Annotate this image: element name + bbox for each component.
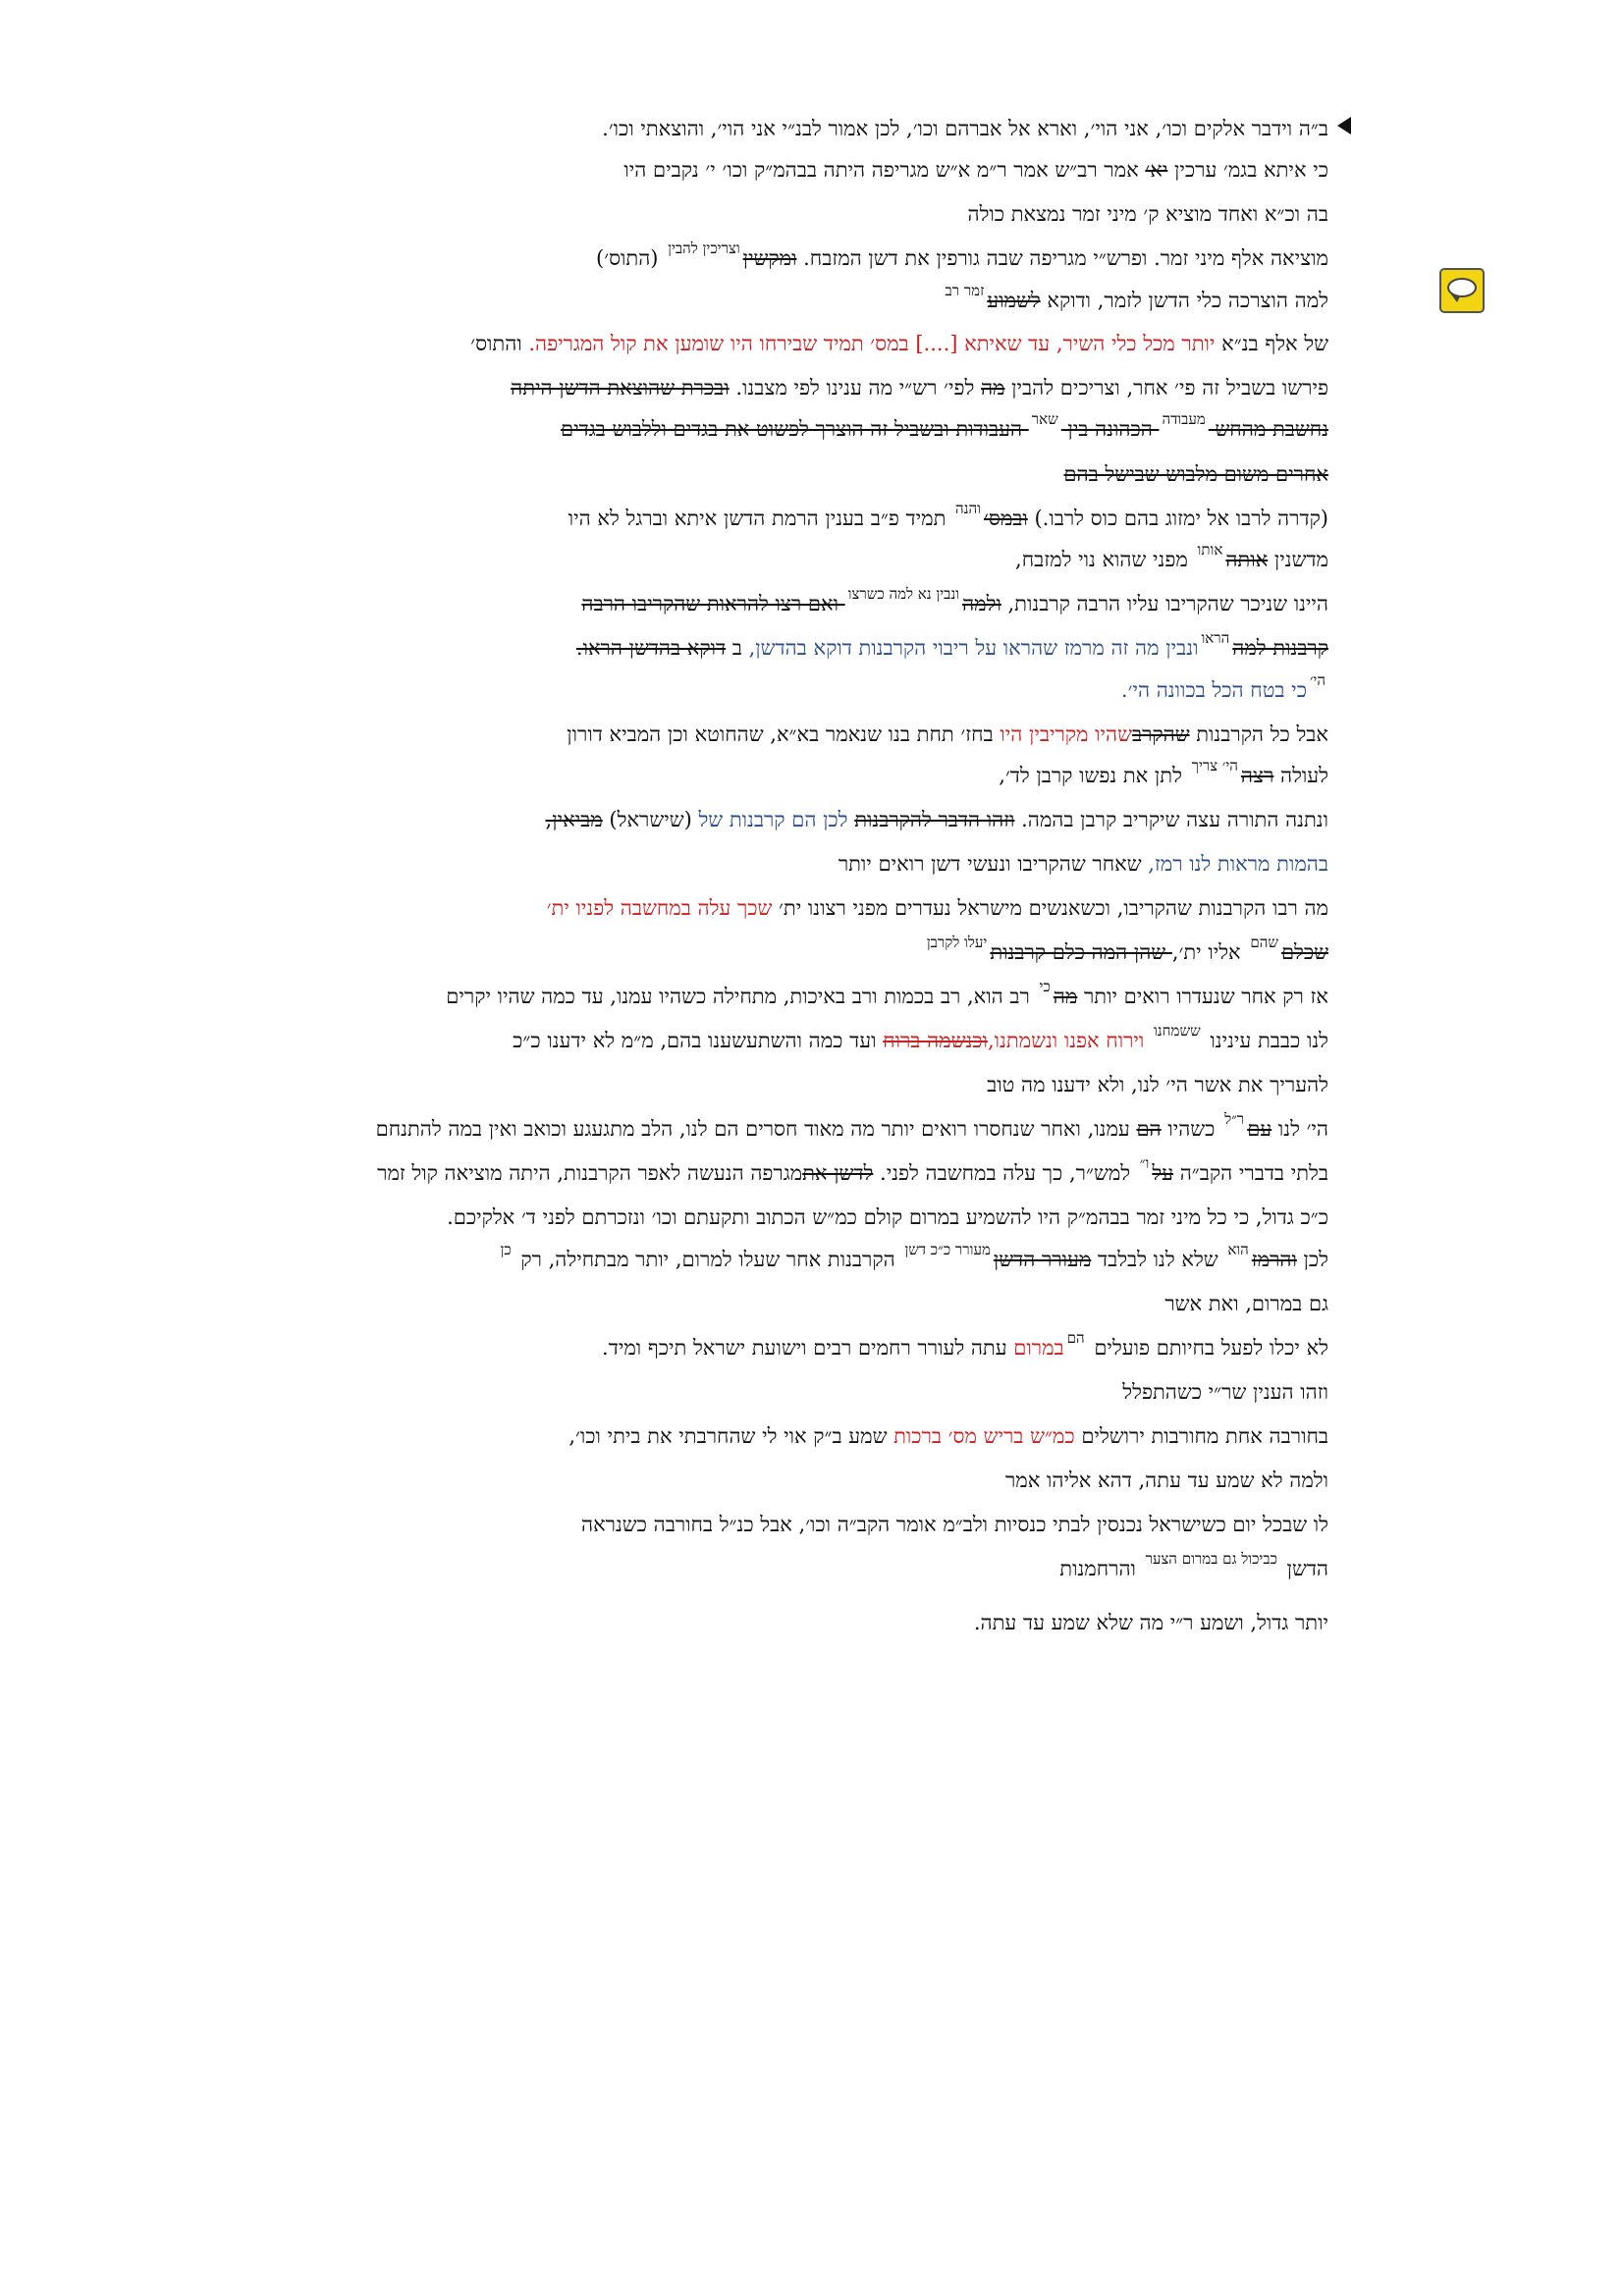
deleted-text: שהקרב [1131, 722, 1190, 746]
body-text: גם במרום, ואת אשר [1164, 1292, 1328, 1315]
inserted-text: ונבין נא למה כשרצו [847, 585, 960, 603]
text-line [839, 851, 1328, 877]
comment-text: ונבין מה זה מרמז שהראו על ריבוי הקרבנות דוקא בהדשן, [748, 636, 1199, 660]
text-line [999, 757, 1328, 790]
inserted-text: הי׳ [1309, 671, 1325, 689]
text-line [377, 1154, 1328, 1188]
highlight-text: יותר מכל כלי השיר, עד שאיתא [....] במס׳ תמיד שבירחו היו שומען את קול המגריפה. [528, 332, 1216, 355]
deleted-text: לשמוע [987, 289, 1041, 312]
body-text: הדשן [1279, 1557, 1328, 1580]
text-line [567, 721, 1328, 747]
deleted-text: מביאין, [545, 808, 603, 831]
highlight-text: וירוח אפנו ונשמתנו, [987, 1029, 1151, 1052]
inserted-text: כביכול גם במרום הצער [1145, 1550, 1277, 1568]
text-line [375, 1110, 1328, 1144]
deleted-text: ומקשין [742, 246, 797, 270]
text-line [924, 934, 1328, 967]
comment-text: לכן הם קרבנות של [698, 808, 855, 831]
deleted-text: מה [980, 376, 1005, 400]
deleted-text: שהן המה כלם קרבנות [990, 940, 1172, 964]
body-text: להעריך את אשר הי׳ לנו, ולא ידענו מה טוב [987, 1073, 1328, 1096]
body-text: בה וכ״א ואחד מוציא ק׳ מיני זמר נמצאת כולה [967, 202, 1328, 226]
highlight-text: במרום [1013, 1336, 1064, 1360]
deleted-text: אותה [1225, 548, 1269, 571]
inserted-text: הראו [1201, 629, 1230, 647]
inserted-text: הם [1066, 1329, 1085, 1347]
body-text: מה רבו הקרבנות שהקריבו, וכשאנשים מישראל נעדרים מפני רצונו ית׳ [772, 896, 1328, 920]
text-line [974, 1610, 1328, 1635]
body-text: כי איתא בגמ׳ ערכין [1167, 158, 1328, 182]
body-text: שאחר שהקריבו ונעשי דשן רואים יותר [838, 852, 1149, 876]
text-line [1005, 1468, 1328, 1493]
text-line [581, 585, 1328, 618]
text-line [568, 500, 1328, 533]
deleted-text: עם [1247, 1117, 1272, 1141]
body-text: רב הוא, רב בכמות ורב באיכות, מתחילה כשהיו עמנו, עד כמה שהיו יקרים [446, 985, 1037, 1008]
text-line [987, 1072, 1328, 1097]
text-line [511, 375, 1328, 400]
inserted-text: שהם [1250, 934, 1278, 951]
deleted-text: ובמס׳ [984, 507, 1028, 530]
body-text: שלא לנו לבלבד [1091, 1248, 1225, 1271]
body-text: לאפר הקרבנות, היתה מוציאה קול זמר [377, 1161, 681, 1185]
triangle-bullet-icon [1337, 117, 1351, 134]
text-line [602, 1329, 1328, 1362]
deleted-text: מעורר הדשן [993, 1248, 1092, 1271]
inserted-text: יעלו לקרבן [926, 934, 988, 951]
body-text: מגרפה הנעשה [680, 1161, 803, 1185]
body-text: לפי׳ רש״י מה ענינו לפי מצבנו. [729, 376, 981, 400]
body-text: לא יכלו לפעל בחיותם פועלים [1087, 1336, 1328, 1360]
body-text: כשהיו [1161, 1117, 1222, 1141]
body-text: ב״ה וידבר אלקים וכו׳, אני הוי׳, וארא אל אברהם וכו׳, לכן אמור לבנ״י אני הוי׳, והוצאתי וכו׳. [602, 117, 1328, 140]
text-line [446, 978, 1328, 1011]
text-line [1059, 1550, 1328, 1583]
inserted-text: זמר רב [945, 282, 985, 299]
body-text: מפני שהוא נוי למזבח, [1015, 548, 1195, 571]
body-text: (שישראל) [602, 808, 699, 831]
deleted-text: העבודות ובשביל זה הוצרך לפשוט את בגדים וללבוש בגדים [561, 417, 1029, 441]
text-line [1122, 1379, 1328, 1405]
text-line [1120, 671, 1328, 705]
inserted-text: כי [1039, 978, 1051, 995]
inserted-text: מעורר כ״כ דשן [904, 1241, 991, 1258]
deleted-text: הם [1136, 1117, 1162, 1141]
inserted-text: ו״ [1139, 1154, 1150, 1172]
body-text: אמר רב״ש אמר ר״מ א״ש מגריפה היתה בבהמ״ק וכו׳ י׳ נקבים היו [623, 158, 1146, 182]
comment-text: כי בטח הכל בכוונה [1150, 678, 1307, 702]
body-text: לעולה [1273, 764, 1328, 787]
inserted-text: הוא [1227, 1241, 1249, 1258]
body-text: ועד כמה [801, 1029, 884, 1052]
body-text: מדשנין [1268, 548, 1328, 571]
deleted-text: לדשן את [802, 1161, 874, 1185]
deleted-text: ובכרת שהוצאת הדשן היתה [511, 376, 730, 400]
body-text: למש״ר, כך עלה במחשבה לפני. [873, 1161, 1137, 1185]
body-text: אבל כל הקרבנות [1189, 722, 1328, 746]
deleted-text: וכנשמה ברוח [883, 1029, 988, 1052]
body-text: לתן את נפשו קרבן לד׳, [999, 764, 1189, 787]
inserted-text: וצריכין להבין [668, 240, 740, 257]
text-line [602, 116, 1328, 141]
body-text: לו שבכל יום כשישראל נכנסין לבתי כנסיות ולב״מ אומר הקב״ה וכו׳, אבל כנ״ל בחורבה כשנראה [580, 1513, 1328, 1536]
body-text: של אלף בנ״א [1215, 332, 1328, 355]
text-line [1164, 1291, 1328, 1316]
body-text: (התוס׳) [596, 246, 666, 270]
deleted-text: על [1152, 1161, 1174, 1185]
inserted-text: ששמחנו [1153, 1022, 1201, 1040]
body-text: לנו כבבת עינינו [1203, 1029, 1328, 1052]
text-line [1015, 541, 1328, 574]
deleted-text: אחרים משום מלבוש שבישל בהם [1063, 462, 1328, 486]
text-line [547, 895, 1328, 921]
body-text: אז רק אחר שנעדרו רואים יותר [1077, 985, 1328, 1008]
deleted-text: וזהו הדבר להקרבנות [854, 808, 1015, 831]
body-text: שמע ב״ק אוי לי שהחרבתי את ביתי וכו׳, [568, 1424, 894, 1448]
deleted-text: הכהונה בין [1060, 417, 1160, 441]
deleted-text: נחשבת מהחש [1208, 417, 1328, 441]
inserted-text: שאר [1031, 410, 1058, 428]
highlight-text: שהיו מקריבין היו [1000, 722, 1132, 746]
body-text: (קדרה לרבו אל ימזוג בהם כוס לרבו.) [1027, 507, 1328, 530]
body-text: לעורר רחמים רבים וישועת ישראל תיכף ומיד. [602, 1336, 965, 1360]
body-text: ולמה לא שמע עד עתה, דהא אליהו אמר [1004, 1468, 1328, 1492]
text-line [581, 1512, 1328, 1537]
comment-text: בהמות מראות לנו רמז, [1148, 852, 1328, 876]
body-text: בחז׳ תחת בנו [882, 722, 1001, 746]
deleted-text: שכלם [1280, 940, 1328, 964]
body-text: עמנו, ואחר שנחסרו [967, 1117, 1137, 1141]
text-line [1063, 461, 1328, 487]
text-line [498, 1241, 1328, 1274]
deleted-text: דוקא בהדשן הראו. [575, 636, 727, 660]
body-text: מוציאה אלף מיני זמר. ופרש״י מגריפה שבה גורפין את דשן המזבח. [796, 246, 1328, 270]
highlight-text: כמ״ש בריש מס׳ ברכות [893, 1424, 1075, 1448]
inserted-text: ר״ל [1224, 1110, 1245, 1128]
text-line [513, 1022, 1328, 1055]
body-text: שנאמר בא״א, שהחוטא וכן המביא דורון [567, 722, 882, 746]
body-text: ב [726, 636, 749, 660]
inserted-text: מעבודה [1162, 410, 1206, 428]
body-text: הי׳ לנו [1271, 1117, 1328, 1141]
body-text: היינו שניכר שהקריבו עליו הרבה קרבנות, [1001, 592, 1328, 615]
body-text: אליו ית׳, [1171, 940, 1248, 964]
body-text: והשתעשענו בהם, מ״מ לא ידענו כ״כ [513, 1029, 802, 1052]
body-text: וזהו הענין שר״י כשהתפלל [1122, 1380, 1328, 1404]
body-text: והרחמנות [1059, 1557, 1143, 1580]
body-text: בחורבה אחת מחורבות ירושלים [1074, 1424, 1328, 1448]
text-line [575, 629, 1328, 663]
inserted-text: אותו [1197, 541, 1223, 559]
body-text: כ״כ גדול, כי כל מיני זמר בבהמ״ק היו להשמיע במרום קולם כמ״ש הכתוב ותקעתם וכו׳ ונזכרתם לפני ד׳ אלקיכם. [447, 1205, 1328, 1229]
text-line [596, 240, 1328, 273]
deleted-text: ולמה [962, 592, 1001, 615]
inserted-text: כן [500, 1241, 512, 1258]
body-text: למה הוצרכה כלי הדשן לזמר, ודוקא [1040, 289, 1328, 312]
body-text: תמיד פ״ב בענין הרמת הדשן איתא וברגל לא היו [568, 507, 953, 530]
comment-text: הי׳. [1120, 678, 1151, 702]
body-text: ונתנה התורה עצה שיקריב קרבן בהמה. [1014, 808, 1328, 831]
deleted-text: יא׳ [1145, 158, 1168, 182]
text-line [546, 807, 1328, 832]
text-line [968, 201, 1328, 227]
text-line [568, 1423, 1328, 1449]
deleted-text: והרמז [1251, 1248, 1297, 1271]
deleted-text: ואם רצו להראות שהקריבו הרבה [581, 592, 845, 615]
deleted-text: מה [1053, 985, 1078, 1008]
body-text: והתוס׳ [470, 332, 529, 355]
deleted-text: רצה [1240, 764, 1274, 787]
body-text: יותר גדול, ושמע ר״י מה שלא שמע עד עתה. [973, 1611, 1328, 1634]
highlight-text: שכך עלה במחשבה לפניו ית׳ [546, 896, 773, 920]
body-text: לכן [1296, 1248, 1328, 1271]
comment-icon[interactable] [1439, 268, 1485, 313]
inserted-text: והנה [955, 500, 982, 517]
text-line [561, 410, 1328, 444]
inserted-text: הי׳ צריך [1191, 757, 1238, 774]
body-text: פירשו בשביל זה פי׳ אחר, וצריכים להבין [1004, 376, 1328, 400]
text-line [623, 157, 1328, 183]
text-line [470, 331, 1328, 356]
text-line [447, 1204, 1328, 1230]
body-text: בלתי בדברי הקב״ה [1173, 1161, 1328, 1185]
text-line [942, 282, 1328, 315]
body-text: עתה [964, 1336, 1014, 1360]
body-text: הקרבנות אחר שעלו למרום, יותר מבתחילה, רק [514, 1248, 902, 1271]
deleted-text: קרבנות למה [1232, 636, 1328, 660]
body-text: רואים יותר מה מאוד חסרים הם לנו, הלב מתגעגע וכואב ואין במה להתנחם [375, 1117, 968, 1141]
